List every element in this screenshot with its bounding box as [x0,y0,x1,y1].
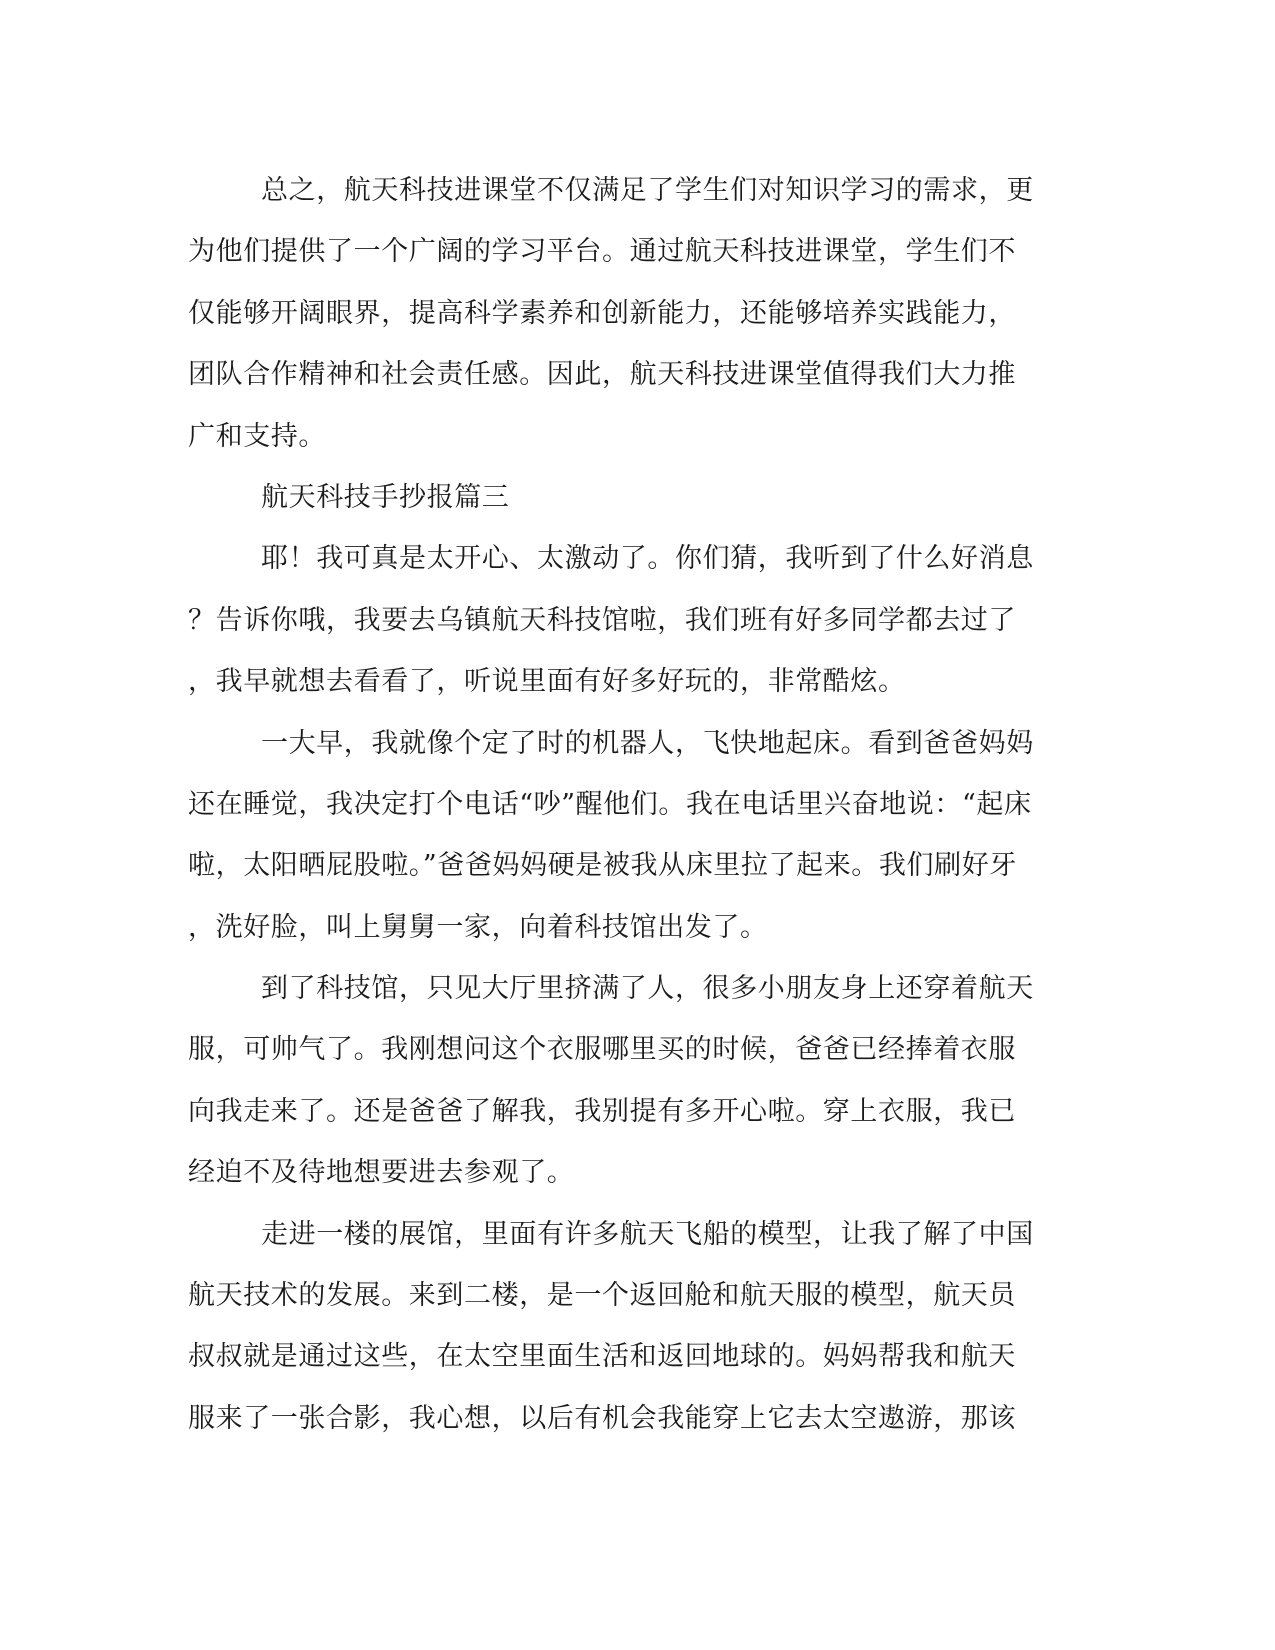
text-line: 叔叔就是通过这些，在太空里面生活和返回地球的。妈妈帮我和航天 [188,1341,1016,1373]
text-line: ，我早就想去看看了，听说里面有好多好玩的，非常酷炫。 [188,666,906,698]
paragraph-exhibition [188,1204,1068,1450]
text-line: ，洗好脸，叫上舅舅一家，向着科技馆出发了。 [188,911,768,943]
text-line: 广和支持。 [188,420,326,452]
text-line: 向我走来了。还是爸爸了解我，我别提有多开心啦。穿上衣服，我已 [188,1095,1016,1127]
document-body [188,160,1068,1449]
paragraph-morning [188,713,1068,959]
text-line: 一大早，我就像个定了时的机器人，飞快地起床。看到爸爸妈妈 [261,727,1034,759]
text-line: 仅能够开阔眼界，提高科学素养和创新能力，还能够培养实践能力， [188,297,1016,329]
text-line: 到了科技馆，只见大厅里挤满了人，很多小朋友身上还穿着航天 [261,973,1034,1005]
text-line: 耶！我可真是太开心、太激动了。你们猜，我听到了什么好消息 [261,543,1034,575]
text-line: 团队合作精神和社会责任感。因此，航天科技进课堂值得我们大力推 [188,359,1016,391]
text-line: ？告诉你哦，我要去乌镇航天科技馆啦，我们班有好多同学都去过了 [188,604,1016,636]
text-line: 服来了一张合影，我心想，以后有机会我能穿上它去太空遨游，那该 [188,1402,1016,1434]
paragraph-conclusion [188,160,1068,467]
text-line: 总之，航天科技进课堂不仅满足了学生们对知识学习的需求，更 [261,175,1034,206]
text-line: 还在睡觉，我决定打个电话“吵”醒他们。我在电话里兴奋地说：“起床 [188,788,1032,820]
paragraph-arrival [188,958,1068,1204]
text-line: 航天技术的发展。来到二楼，是一个返回舱和航天服的模型，航天员 [188,1280,1016,1312]
text-line: 经迫不及待地想要进去参观了。 [188,1157,575,1189]
heading-text: 航天科技手抄报篇三 [261,481,510,513]
section-heading [188,467,1068,528]
text-line: 走进一楼的展馆，里面有许多航天飞船的模型，让我了解了中国 [261,1218,1034,1250]
text-line: 为他们提供了一个广阔的学习平台。通过航天科技进课堂，学生们不 [188,236,1016,268]
text-line: 啦，太阳晒屁股啦。”爸爸妈妈硬是被我从床里拉了起来。我们刷好牙 [188,850,1017,882]
text-line: 服，可帅气了。我刚想问这个衣服哪里买的时候，爸爸已经捧着衣服 [188,1034,1016,1066]
paragraph-excitement [188,528,1068,712]
